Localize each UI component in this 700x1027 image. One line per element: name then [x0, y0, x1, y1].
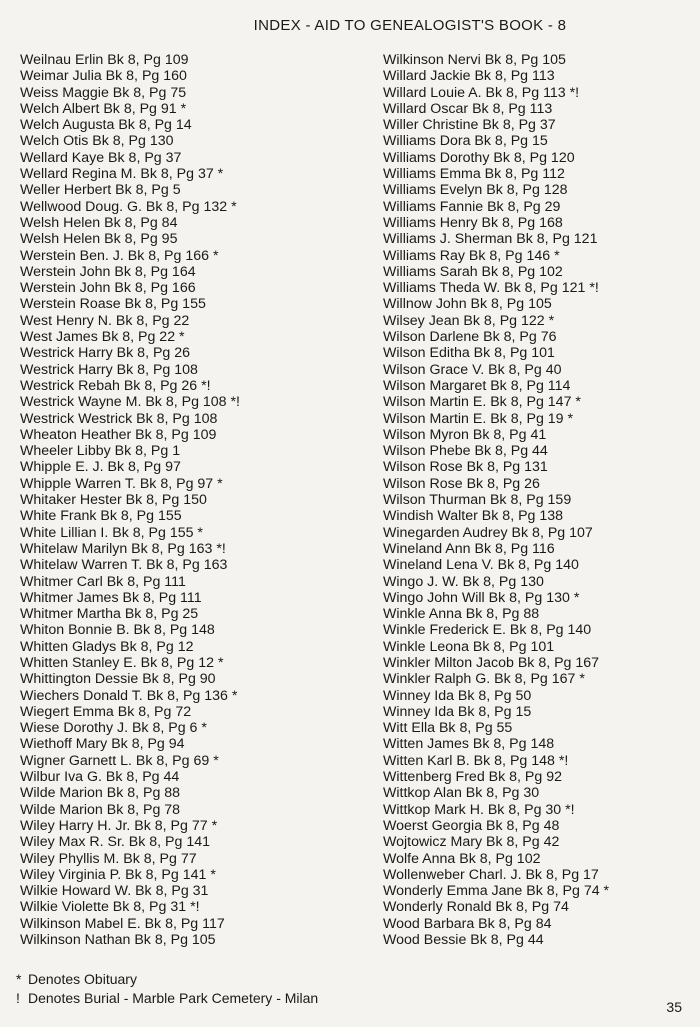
index-entry: Werstein John Bk 8, Pg 164: [20, 263, 196, 280]
index-entry: Whittington Dessie Bk 8, Pg 90: [20, 671, 216, 688]
index-entry: Wilkie Howard W. Bk 8, Pg 31: [20, 883, 209, 900]
index-entry: Willard Jackie Bk 8, Pg 113: [383, 68, 555, 85]
index-entry: Williams Fannie Bk 8, Pg 29: [383, 198, 561, 215]
index-column-left: [20, 52, 365, 948]
index-entry: Whipple E. J. Bk 8, Pg 97: [20, 459, 181, 476]
index-entry: Weimar Julia Bk 8, Pg 160: [20, 68, 187, 85]
index-entry: Wellwood Doug. G. Bk 8, Pg 132 *: [20, 198, 237, 215]
index-entry: Westrick Westrick Bk 8, Pg 108: [20, 410, 218, 427]
index-entry: Witt Ella Bk 8, Pg 55: [383, 720, 513, 737]
index-entry: Williams Emma Bk 8, Pg 112: [383, 166, 565, 183]
index-entry: Wheaton Heather Bk 8, Pg 109: [20, 426, 217, 443]
index-entry: Williams Ray Bk 8, Pg 146 *: [383, 247, 560, 264]
index-entry: Welch Otis Bk 8, Pg 130: [20, 133, 174, 150]
index-entry: White Frank Bk 8, Pg 155: [20, 508, 182, 525]
index-entry: Wilson Darlene Bk 8, Pg 76: [383, 329, 557, 346]
index-entry: Whitaker Hester Bk 8, Pg 150: [20, 492, 207, 509]
index-entry: Wiley Virginia P. Bk 8, Pg 141 *: [20, 866, 216, 883]
index-entry: Wheeler Libby Bk 8, Pg 1: [20, 443, 181, 460]
index-entry: Wilde Marion Bk 8, Pg 88: [20, 785, 181, 802]
index-entry: Wilson Rose Bk 8, Pg 131: [383, 459, 548, 476]
footer-notes: [16, 970, 318, 1008]
index-entry: Wiley Harry H. Jr. Bk 8, Pg 77 *: [20, 817, 218, 834]
index-entry: Wittkop Alan Bk 8, Pg 30: [383, 785, 540, 802]
index-entry: Wingo John Will Bk 8, Pg 130 *: [383, 589, 580, 606]
index-entry: Witten James Bk 8, Pg 148: [383, 736, 555, 753]
index-entry: Winney Ida Bk 8, Pg 50: [383, 687, 532, 704]
index-entry: Willard Louie A. Bk 8, Pg 113 *!: [383, 84, 580, 101]
index-entry: Winkler Milton Jacob Bk 8, Pg 167: [383, 654, 600, 671]
index-entry: Wilson Editha Bk 8, Pg 101: [383, 345, 555, 362]
index-entry: Williams Sarah Bk 8, Pg 102: [383, 263, 563, 280]
index-entry: Weilnau Erlin Bk 8, Pg 109: [20, 52, 189, 68]
index-entry: Wilson Thurman Bk 8, Pg 159: [383, 492, 572, 509]
index-entry: Wolfe Anna Bk 8, Pg 102: [383, 850, 541, 867]
index-entry: Weiss Maggie Bk 8, Pg 75: [20, 84, 187, 101]
page-title: INDEX - AID TO GENEALOGIST'S BOOK - 8: [253, 17, 567, 34]
index-entry: Winkle Frederick E. Bk 8, Pg 140: [383, 622, 592, 639]
index-entry: Wood Bessie Bk 8, Pg 44: [383, 932, 544, 949]
index-entry: Williams Dorothy Bk 8, Pg 120: [383, 149, 575, 166]
index-entry: Williams Evelyn Bk 8, Pg 128: [383, 182, 568, 199]
index-entry: Wilson Phebe Bk 8, Pg 44: [383, 443, 548, 460]
index-entry: Winkler Ralph G. Bk 8, Pg 167 *: [383, 671, 585, 688]
index-entry: Wiechers Donald T. Bk 8, Pg 136 *: [20, 687, 238, 704]
index-column-right: [383, 52, 698, 948]
index-entry: Westrick Harry Bk 8, Pg 26: [20, 345, 191, 362]
index-entry: Wonderly Ronald Bk 8, Pg 74: [383, 899, 569, 916]
index-entry: Wineland Ann Bk 8, Pg 116: [383, 540, 555, 557]
index-entry: Willer Christine Bk 8, Pg 37: [383, 117, 556, 134]
legend-burial: [16, 989, 318, 1008]
index-entry: Weller Herbert Bk 8, Pg 5: [20, 182, 181, 199]
index-entry: Williams J. Sherman Bk 8, Pg 121: [383, 231, 598, 248]
index-entry: Wiethoff Mary Bk 8, Pg 94: [20, 736, 185, 753]
index-entry: Wingo J. W. Bk 8, Pg 130: [383, 573, 544, 590]
index-entry: Westrick Harry Bk 8, Pg 108: [20, 361, 198, 378]
index-entry: Wiley Max R. Sr. Bk 8, Pg 141: [20, 834, 211, 851]
index-entry: Wigner Garnett L. Bk 8, Pg 69 *: [20, 752, 219, 769]
index-entry: Wilkinson Nervi Bk 8, Pg 105: [383, 52, 566, 68]
index-entry: Welsh Helen Bk 8, Pg 84: [20, 214, 178, 231]
index-entry: Wilsey Jean Bk 8, Pg 122 *: [383, 312, 555, 329]
index-entry: Whiton Bonnie B. Bk 8, Pg 148: [20, 622, 215, 639]
index-entry: Williams Henry Bk 8, Pg 168: [383, 214, 563, 231]
index-entry: Winegarden Audrey Bk 8, Pg 107: [383, 524, 593, 541]
index-entry: Whitmer Martha Bk 8, Pg 25: [20, 606, 199, 623]
index-entry: Wonderly Emma Jane Bk 8, Pg 74 *: [383, 883, 610, 900]
legend-text: Denotes Obituary: [28, 971, 137, 987]
index-entry: Wineland Lena V. Bk 8, Pg 140: [383, 557, 579, 574]
index-entry: Welch Albert Bk 8, Pg 91 *: [20, 100, 187, 117]
index-entry: Winkle Leona Bk 8, Pg 101: [383, 638, 555, 655]
index-entry: Williams Theda W. Bk 8, Pg 121 *!: [383, 280, 599, 297]
index-entry: Williams Dora Bk 8, Pg 15: [383, 133, 548, 150]
index-entry: Wellard Regina M. Bk 8, Pg 37 *: [20, 166, 224, 183]
index-entry: Whipple Warren T. Bk 8, Pg 97 *: [20, 475, 223, 492]
index-entry: West James Bk 8, Pg 22 *: [20, 329, 185, 346]
index-entry: Witten Karl B. Bk 8, Pg 148 *!: [383, 752, 569, 769]
index-entry: Whitelaw Marilyn Bk 8, Pg 163 *!: [20, 540, 226, 557]
index-entry: Wilde Marion Bk 8, Pg 78: [20, 801, 181, 818]
index-entry: Winney Ida Bk 8, Pg 15: [383, 703, 532, 720]
index-entry: Wilson Martin E. Bk 8, Pg 19 *: [383, 410, 574, 427]
index-entry: Wilson Grace V. Bk 8, Pg 40: [383, 361, 562, 378]
legend-obituary: [16, 970, 318, 989]
legend-text: Denotes Burial - Marble Park Cemetery - Milan: [28, 990, 319, 1006]
index-entry: Whitmer James Bk 8, Pg 111: [20, 589, 202, 606]
index-entry: Werstein Ben. J. Bk 8, Pg 166 *: [20, 247, 219, 264]
index-entry: Wiegert Emma Bk 8, Pg 72: [20, 703, 192, 720]
index-entry: Whitmer Carl Bk 8, Pg 111: [20, 573, 186, 590]
index-entry: Whitten Stanley E. Bk 8, Pg 12 *: [20, 654, 224, 671]
index-entry: Wollenweber Charl. J. Bk 8, Pg 17: [383, 866, 599, 883]
index-entry: Wilson Margaret Bk 8, Pg 114: [383, 377, 571, 394]
index-entry: Wilkinson Mabel E. Bk 8, Pg 117: [20, 915, 225, 932]
index-entry: Wilkie Violette Bk 8, Pg 31 *!: [20, 899, 200, 916]
index-entry: Wilbur Iva G. Bk 8, Pg 44: [20, 769, 180, 786]
index-entry: Wellard Kaye Bk 8, Pg 37: [20, 149, 182, 166]
index-entry: Werstein Roase Bk 8, Pg 155: [20, 296, 206, 313]
index-entry: Wojtowicz Mary Bk 8, Pg 42: [383, 834, 560, 851]
index-entry: Whitten Gladys Bk 8, Pg 12: [20, 638, 194, 655]
index-entry: Wittenberg Fred Bk 8, Pg 92: [383, 769, 563, 786]
index-entry: Wilson Martin E. Bk 8, Pg 147 *: [383, 394, 581, 411]
index-entry: Winkle Anna Bk 8, Pg 88: [383, 606, 540, 623]
index-entry: Wiley Phyllis M. Bk 8, Pg 77: [20, 850, 197, 867]
legend-symbol: *: [16, 971, 22, 987]
index-entry: Wilkinson Nathan Bk 8, Pg 105: [20, 932, 216, 949]
index-entry: Windish Walter Bk 8, Pg 138: [383, 508, 564, 525]
index-entry: Westrick Rebah Bk 8, Pg 26 *!: [20, 377, 211, 394]
index-entry: Woerst Georgia Bk 8, Pg 48: [383, 817, 560, 834]
index-entry: Wittkop Mark H. Bk 8, Pg 30 *!: [383, 801, 575, 818]
index-entry: White Lillian I. Bk 8, Pg 155 *: [20, 524, 203, 541]
index-entry: Wilson Rose Bk 8, Pg 26: [383, 475, 540, 492]
legend-symbol: !: [16, 990, 20, 1006]
index-entry: Wilson Myron Bk 8, Pg 41: [383, 426, 547, 443]
page-number: 35: [666, 999, 682, 1015]
index-entry: Whitelaw Warren T. Bk 8, Pg 163: [20, 557, 228, 574]
index-entry: West Henry N. Bk 8, Pg 22: [20, 312, 190, 329]
index-entry: Wood Barbara Bk 8, Pg 84: [383, 915, 552, 932]
index-entry: Wiese Dorothy J. Bk 8, Pg 6 *: [20, 720, 207, 737]
index-entry: Willnow John Bk 8, Pg 105: [383, 296, 552, 313]
index-entry: Welch Augusta Bk 8, Pg 14: [20, 117, 192, 134]
index-entry: Willard Oscar Bk 8, Pg 113: [383, 100, 553, 117]
index-entry: Werstein John Bk 8, Pg 166: [20, 280, 196, 297]
index-entry: Welsh Helen Bk 8, Pg 95: [20, 231, 178, 248]
index-entry: Westrick Wayne M. Bk 8, Pg 108 *!: [20, 394, 240, 411]
